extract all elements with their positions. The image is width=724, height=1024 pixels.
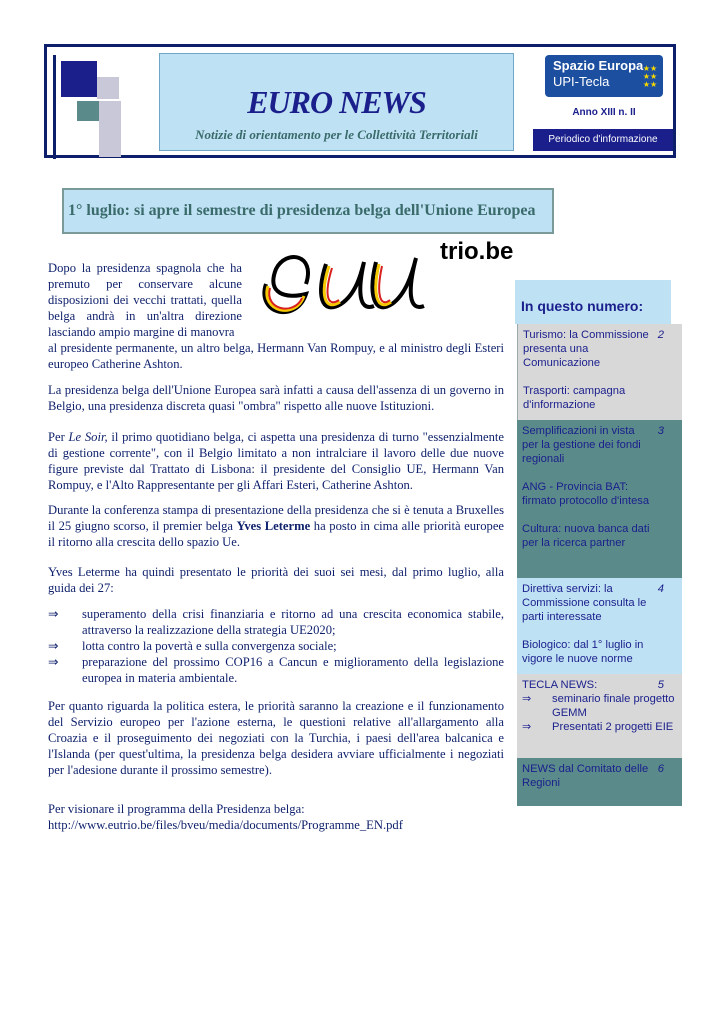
sidebar-section[interactable] — [517, 420, 682, 578]
sidebar-item: Direttiva servizi: la Commissione consulta le parti interessate — [522, 583, 647, 623]
list-item — [48, 606, 504, 638]
page-number: 3 — [657, 425, 664, 437]
paragraph-4 — [48, 502, 504, 550]
p4-post: ha posto in cima alle priorità europee il ritorno alla crescita dello spazio Ue. — [48, 519, 505, 549]
page-number: 4 — [657, 583, 664, 595]
p4-pre: Durante la conferenza stampa di presentazione della presidenza che si è tenuta a Bruxelles il 25 giugno scorso, il premier belga — [48, 503, 504, 533]
issue-number: Anno XIII n. II — [572, 107, 636, 118]
sidebar-item: ANG - Provincia BAT: firmato protocollo d'intesa — [522, 481, 650, 507]
sidebar-item: Biologico: dal 1° luglio in vigore le nuove norme — [522, 639, 644, 665]
sidebar-heading-box — [515, 280, 671, 324]
paragraph-1-part-b: al presidente permanente, un altro belga, Hermann Van Rompuy, e al ministro degli Esteri europeo Catherine Ashton. — [48, 341, 504, 371]
arrow-icon: ⇒ — [522, 721, 532, 733]
title-box — [159, 53, 514, 151]
le-soir-italic: Le Soir, — [68, 430, 108, 444]
sidebar-item: Cultura: nuova banca dati per la ricerca partner — [522, 523, 650, 549]
paragraph-6: Per quanto riguarda la politica estera, le priorità saranno la creazione e il funzionamento del Servizio europeo per l'azione esterna, le questioni relative all'allargamento alla Croazia e il proseguimento dei negoziati con la Turchia, i paesi dell'area balcanica e l'Islanda (per quest'ultima, la presidenza belga desidera avviare ufficialmente i negoziati per l'adesione durante il prossimo semestre). — [48, 699, 504, 777]
paragraph-3 — [48, 429, 504, 493]
decor-square — [99, 101, 121, 157]
decor-square — [77, 101, 99, 121]
list-item-text: preparazione del prossimo COP16 a Cancun e miglioramento della legislazione europea in materia ambientale. — [82, 655, 504, 685]
page-number: 5 — [657, 679, 664, 691]
sidebar-section[interactable] — [517, 324, 682, 420]
sidebar-item-text: seminario finale progetto GEMM — [552, 693, 675, 719]
arrow-icon: ⇒ — [48, 607, 59, 621]
leterme-bold: Yves Leterme — [236, 519, 311, 533]
article-headline-box — [62, 188, 554, 234]
sidebar-item-title: TECLA NEWS: — [522, 679, 598, 691]
paragraph-1 — [48, 260, 504, 372]
sidebar-item: Trasporti: campagna d'informazione — [523, 385, 626, 411]
program-link[interactable]: http://www.eutrio.be/files/bveu/media/documents/Programme_EN.pdf — [48, 818, 403, 832]
paragraph-2: La presidenza belga dell'Unione Europea sarà infatti a causa dell'assenza di un governo in Belgio, una presidenza discreta quasi "ombra" rispetto alle nuove Istituzioni. — [48, 383, 504, 413]
sidebar-item: NEWS dal Comitato delle Regioni — [522, 763, 649, 789]
paragraph-5: Yves Leterme ha quindi presentato le priorità dei suoi sei mesi, dal primo luglio, alla guida dei 27: — [48, 565, 504, 595]
sidebar-item-text: Presentati 2 progetti EIE — [552, 721, 674, 733]
article-headline: 1° luglio: si apre il semestre di presidenza belga dell'Unione Europea — [68, 202, 536, 219]
p3-post: il primo quotidiano belga, ci aspetta una presidenza di turno "essenzialmente di gestione corrente", con il Belgio limitato a non intralciare il lavoro delle due nuove figure previste dal Trattato di Lisbona: il presidente del Consiglio UE, Hermann Van Rompuy, e l'Alto Rappresentante per gli Affari Esteri, Catherine Ashton. — [48, 430, 504, 492]
arrow-icon: ⇒ — [48, 639, 59, 653]
sidebar-item — [522, 692, 680, 720]
list-item — [48, 638, 504, 654]
decor-square — [97, 77, 119, 99]
arrow-icon: ⇒ — [48, 655, 59, 669]
sidebar-section[interactable] — [517, 674, 682, 758]
sidebar-item — [522, 720, 680, 734]
p3-pre: Per — [48, 430, 69, 444]
masthead — [44, 44, 676, 158]
program-intro: Per visionare il programma della Presidenza belga: — [48, 802, 305, 816]
decor-bar — [53, 55, 56, 159]
arrow-icon: ⇒ — [522, 693, 532, 705]
sidebar-section[interactable] — [517, 758, 682, 806]
periodical-label: Periodico d'informazione — [533, 129, 673, 151]
list-item — [48, 654, 504, 686]
sidebar-item: Semplificazioni in vista per la gestione dei fondi regionali — [522, 425, 641, 465]
sidebar-section[interactable] — [517, 578, 682, 674]
spazio-europa-logo — [545, 55, 663, 97]
logo-line2: UPI-Tecla — [553, 74, 610, 89]
page-number: 2 — [657, 329, 664, 341]
logo-line1: Spazio Europa — [553, 58, 644, 73]
list-item-text: superamento della crisi finanziaria e ritorno ad una crescita economica stabile, attraverso la realizzazione della strategia UE2020; — [82, 607, 504, 637]
newsletter-title: EURO NEWS — [247, 84, 426, 120]
list-item-text: lotta contro la povertà e sulla convergenza sociale; — [82, 639, 337, 653]
decor-square — [61, 61, 97, 97]
newsletter-subtitle: Notizie di orientamento per le Collettività Territoriali — [195, 127, 478, 142]
page-number: 6 — [657, 763, 664, 775]
eu-stars-icon: ★★ ★★ ★★ — [642, 64, 658, 89]
paragraph-1-part-a: Dopo la presidenza spagnola che ha premuto per conservare alcune disposizioni dei vecchi trattati, quella belga andrà in un'altra direzione lasciando ampio margine di manovra — [48, 261, 242, 339]
sidebar-heading: In questo numero: — [521, 298, 644, 314]
trio-logo-text: trio.be — [440, 238, 514, 265]
priorities-list — [48, 606, 504, 686]
sidebar-item: Turismo: la Commissione presenta una Comunicazione — [523, 329, 649, 369]
paragraph-7 — [48, 801, 504, 833]
